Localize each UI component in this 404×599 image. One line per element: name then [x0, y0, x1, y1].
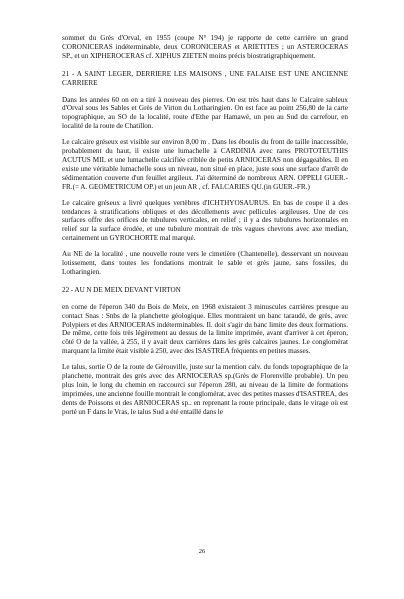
paragraph-21-fossils: Le calcaire gréseux a livré quelques vertèbres d'ICHTHYOSAURUS. En bas de coupe il a des tendances à stratifications obliques et des décollements avec pellicules argileuses. Une de ces surfaces offre des orifices de tubulures verticales, en relief ; il y a des tubulures horizontales en relief sur la surface érodée, et une tubulure montrait de très vagues chevrons avec axe median, certainement un GYROCHORTE mal marqué. [62, 198, 348, 243]
text-column [62, 34, 348, 424]
page-number: 26 [198, 548, 206, 555]
section-heading-22: 22 - AU N DE MEIX DEVANT VIRTON [62, 285, 181, 294]
paragraph-21-history: Dans les années 60 on en a tiré à nouveau des pierres. On est très haut dans le Calcaire sableux d'Orval sous les Sables et Grès de Virton du Lotharingien. On est face au point 256,80 de la carte topographique, au SO de la localité, route d'Ethe par Hamawé, un peu au Sud du carrefour, en localité de la route de Chatillon. [62, 95, 348, 131]
paragraph-22-quarries: en corne de l'éperon 340 du Bois de Meix, en 1968 existaient 3 minuscules carrières presque au contact Snas : Snbs de la planchette géologique. Elles montraient un banc taraudé, de grès, avec Polypiers et des ARNIOCERAS indéterminables. Il. doit s'agir du banc limite des deux formations. De même, cette fois très légèrement au dessus de la limite imprimée, avant d'arriver à cet éperon, côté O de la vallée, à 255, il y avait deux carrières dans les grès calcaires jaunes. Le conglomérat marquant la limite était visible à 250, avec des ISASTREA fréquents en petites masses. [62, 302, 348, 356]
paragraph-intro: sommet du Grès d'Orval, en 1955 (coupe N° 194) je rapporte de cette carrière un grand CORONICERAS indéterminable, deux CORONICERAS et ARIETITES ; un ASTEROCERAS SP., et un XIPHEROCERAS cf. XIPHUS ZIETEN moins précis biostratigraphiquement. [62, 34, 348, 60]
paragraph-21-limestone: Le calcaire gréseux est visible sur environ 8,00 m . Dans les éboulis du front de taille inaccessible, probablement du haut, il existe une lumachelle à CARDINIA avec rares PROTOTEUTHIS ACUTUS MIL et une lumachelle calcifiée criblée de petits ARNIOCERAS non dégageables. Il en existe une véritable lumachelle sous un niveau, non situé en place, juste sous une surface d'arrêt de sédimentation couverte d'un feuillet argileux. J'ai déterminé de nombreux ARN. OPPELI GUER.-FR.(= A. GEOMETRICUM OP.) et un jeun AR , cf. FALCARIES QU.(in GUER.-FR.) [62, 138, 348, 191]
paragraph-21-road: Au NE de la localité , une nouvelle route vers le cimetière (Chantenelle), desservant un nouveau lotissement, dans toutes les fondations montrait le sable et grès jaune, sans fossiles, du Lotharingien. [62, 250, 348, 276]
paragraph-22-talus: Le talus, sortie O de la route de Gérouville, juste sur la mention calv. du fonds topographique de la planchette, montrait des grès avec des ARNIOCERAS sp.(Grès de Florenville probable). Un peu plus loin, le long du chemin en raccourci sur l'éperon 280, au niveau de la limite de formations imprimées, une ancienne fouille montrait le conglomérat, avec des petites masses d'ISASTREA, des dents de Poissons et des ARNIOCERAS sp.. en reprenant la route principale, dans le virage où est porté un F dans le Vras, le talus Sud a été entaillé dans le [62, 363, 348, 416]
section-heading-21: 21 - A SAINT LEGER, DERRIERE LES MAISONS , UNE FALAISE EST UNE ANCIENNE CARRIERE [62, 69, 348, 87]
